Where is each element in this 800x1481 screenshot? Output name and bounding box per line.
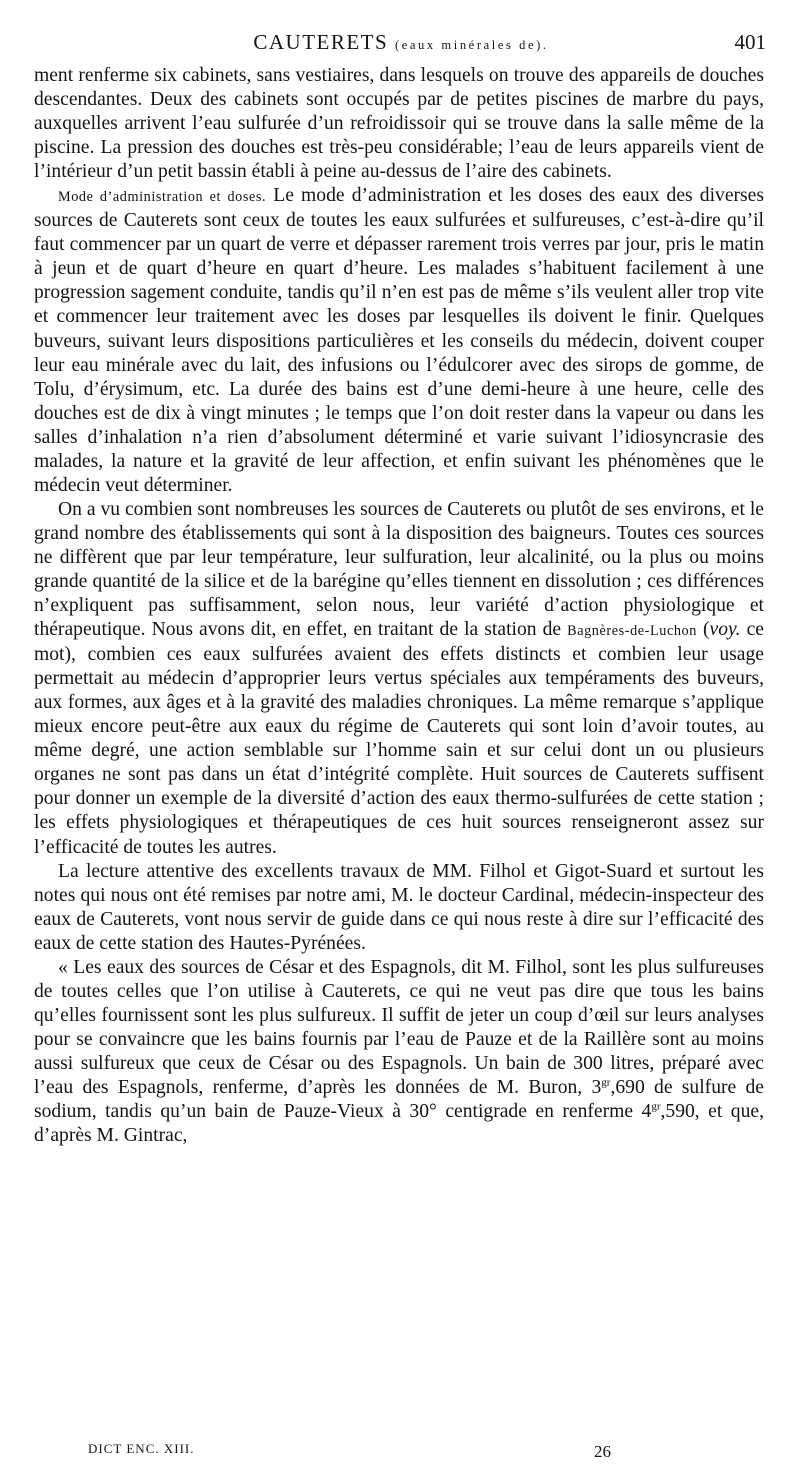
cross-reference-close: ce mot), bbox=[34, 619, 764, 666]
signature-dict: DICT bbox=[88, 1441, 123, 1456]
paragraph-3 bbox=[34, 498, 764, 860]
paragraph-3-text-before: On a vu combien sont nombreuses les sources de Cauterets ou plutôt de ses environs, et le grand nombre des établissements qui sont à la disposition des baigneurs. Toutes ces sources ne diffèrent que par leur température, leur sulfuration, leur alcalinité, ou la plus ou moins grande quantité de la silice et de la barégine qu’elles tiennent en dissolution ; ces différences n’expliquent pas suffisamment, selon nous, leur variété d’action physiologique et thérapeutique. Nous avons dit, en effet, en traitant de la station de bbox=[34, 498, 764, 641]
running-head-title-main: CAUTERETS bbox=[253, 30, 389, 54]
section-heading: Mode d’administration et doses. bbox=[58, 189, 267, 206]
running-head-title bbox=[36, 30, 766, 55]
paragraph-1: ment renferme six cabinets, sans vestiaires, dans lesquels on trouve des appareils de douches descendantes. Deux des cabinets sont occupés par de petites piscines de marbre du pays, auxquelles arrivent l’eau sulfurée d’un refroidissoir qui se trouve dans la salle même de la piscine. La pression des douches est très-peu considérable; l’eau de leurs appareils vient de l’intérieur d’un petit bassin établi à peine au-dessus de l’aire des cabinets. bbox=[34, 65, 764, 183]
paragraph-5-text-b: ,690 de sulfure de sodium, tandis qu’un bain de Pauze-Vieux à 30° centigrade en renferme 4 bbox=[34, 1076, 764, 1123]
paragraph-5 bbox=[34, 956, 764, 1148]
paragraph-2-text: Le mode d’administration et les doses des eaux des diverses sources de Cauterets sont ceux de toutes les eaux sulfurées et sulfureuses, c’est-à-dire qu’il faut commencer par un quart de verre et dépasser rarement trois verres par jour, pris le matin à jeun et de quart d’heure en quart d’heure. Les malades s’habituent facilement à une progression sagement conduite, tandis qu’il n’en est pas de même s’ils veulent aller trop vite et commencer leur traitement avec les doses par lesquelles ils doivent le finir. Quelques buveurs, suivant leurs dispositions particulières et les conseils du médecin, doivent couper leur eau minérale avec du lait, des infusions ou l’édulcorer avec des sirops de gomme, de Tolu, d’érysimum, etc. La durée des bains est d’une demi-heure à une heure, celle des douches est de dix à vingt minutes ; le temps que l’on doit rester dans la vapeur ou dans les salles d’inhalation n’a rien d’absolument déterminé et varie suivant l’idiosyncrasie des malades, la nature et la gravité de leur affection, et enfin suivant les phénomènes que le médecin veut déterminer. bbox=[34, 185, 764, 496]
signature-rest: ENC. XIII. bbox=[122, 1441, 195, 1456]
signature-line bbox=[88, 1440, 648, 1464]
paragraph-3-text-after: combien ces eaux sulfurées avaient des effets distincts et combien leur usage permettait au médecin d’approprier leurs vertus spéciales aux tempéraments des buveurs, aux formes, aux âges et à la gravité des maladies chroniques. La même remarque s’applique mieux encore peut-être aux eaux du régime de Cauterets qui sont loin d’avoir toutes, au même degré, une action semblable sur l’homme sain et sur celui dont un ou plusieurs organes ne sont pas dans un état d’intégrité complète. Huit sources de Cauterets suffisent pour donner un exemple de la diversité d’action des eaux thermo-sulfurées de cette station ; les effets physiologiques et thérapeutiques de ces huit sources renseigneront assez sur l’efficacité de toutes les autres. bbox=[34, 644, 764, 858]
body-text bbox=[34, 64, 764, 1148]
running-head bbox=[36, 30, 766, 60]
cross-reference-open: ( bbox=[696, 619, 710, 641]
unit-superscript-2: gr bbox=[651, 1100, 661, 1113]
cross-reference-voy: voy. bbox=[709, 619, 741, 641]
page-number: 401 bbox=[734, 30, 766, 54]
signature-mark bbox=[88, 1440, 195, 1458]
unit-superscript-1: gr bbox=[601, 1076, 611, 1089]
signature-number: 26 bbox=[594, 1442, 611, 1461]
paragraph-2 bbox=[34, 184, 764, 498]
paragraph-5-text-c: ,590, et que, d’après M. Gintrac, bbox=[34, 1101, 764, 1147]
paragraph-4: La lecture attentive des excellents travaux de MM. Filhol et Gigot-Suard et surtout les notes qui nous ont été remises par notre ami, M. le docteur Cardinal, médecin-inspecteur des eaux de Cauterets, vont nous servir de guide dans ce qui nous reste à dire sur l’efficacité des eaux de cette station des Hautes-Pyrénées. bbox=[34, 860, 764, 954]
cross-reference-name: Bagnères-de-Luchon bbox=[567, 623, 697, 640]
running-head-title-paren: (eaux minérales de). bbox=[394, 38, 549, 52]
paragraph-5-text-a: « Les eaux des sources de César et des Espagnols, dit M. Filhol, sont les plus sulfureuses de toutes celles que l’on utilise à Cauterets, ce qui ne veut pas dire que tous les bains qu’elles fournissent sont les plus sulfureux. Il suffit de jeter un coup d’œil sur leurs analyses pour se convaincre que les bains fournis par l’eau de Pauze et de la Raillère sont au moins aussi sulfureux que ceux de César ou des Espagnols. Un bain de 300 litres, préparé avec l’eau des Espagnols, renferme, d’après les données de M. Buron, 3 bbox=[34, 956, 764, 1098]
